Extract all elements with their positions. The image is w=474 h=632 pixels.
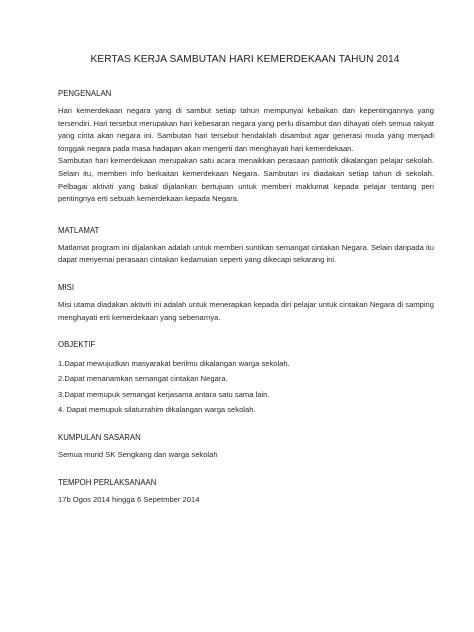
section-heading: PENGENALAN [58, 89, 112, 98]
section-misi [58, 283, 434, 324]
objective-item: 3.Dapat memupuk semangat kerjasama antara satu sama lain. [58, 389, 270, 399]
objective-item: 4. Dapat memupuk silaturrahim dikalangan warga sekolah. [58, 405, 256, 415]
section-heading: MISI [58, 282, 75, 292]
section-heading: KUMPULAN SASARAN [58, 433, 141, 443]
section-objektif [58, 340, 434, 417]
paragraph: Matlamat program ini dijalankan adalah untuk memberi suntikan semangat cintakan Negara. Selain daripada itu dapat menyemai perasaan cintakan kedamaian seperti yang dikecapi sekarang ini. [58, 242, 434, 265]
paragraph: Hari kemerdekaan negara yang di sambut setiap tahun mempunyai kebaikan dan kepentingannya yang tersendiri. Hari tersebut merupakan hari kebesaran negara yang perlu disambut dan dihayati oleh semua rakyat yang cinta akan negara ini. Sambutan hari tersebut hendaklah disambut agar generasi muda yang menjadi tonggak negara pada masa hadapan akan mengerti dan menghayati hari kemerdekaan. [58, 106, 434, 153]
target-group-text: Semua murid SK Sengkang dan warga sekolah [58, 450, 218, 460]
section-kumpulan-sasaran [58, 433, 434, 462]
section-tempoh-perlaksanaan [58, 478, 434, 507]
section-matlamat [58, 226, 434, 267]
section-heading: MATLAMAT [58, 225, 100, 235]
section-heading: TEMPOH PERLAKSANAAN [58, 477, 157, 487]
section-pengenalan [58, 89, 434, 206]
document-title: KERTAS KERJA SAMBUTAN HARI KEMERDEKAAN TAHUN 2014 [90, 54, 400, 65]
objective-item: 1.Dapat mewujudkan masyarakat berilmu dikalangan warga sekolah. [58, 359, 290, 369]
objective-list [58, 356, 434, 417]
section-heading: OBJEKTIF [58, 340, 96, 350]
objective-item: 2.Dapat menanamkan semangat cintakan Negara. [58, 374, 228, 384]
paragraph: Misi utama diadakan aktiviti ini adalah untuk menerapkan kepada diri pelajar untuk cintakan Negara di samping menghayati erti kemerdekaan yang sebenarnya. [58, 299, 434, 322]
paragraph: Sambutan hari kemerdekaan merupakan satu acara menaikkan perasaan patriotik dikalangan pelajar sekolah. Selain itu, memberi info berkaitan kemerdekaan Negara. Sambutan ini diadakan setiap tahun di sekolah. Pelbagai aktiviti yang bakal dijalankan bertujuan untuk memberi maklumat kepada pelajar tentang peri pentingnya erti sebuah kemerdekaan kepada Negara. [58, 156, 434, 204]
duration-text: 17b Ogos 2014 hingga 6 Sepetmber 2014 [58, 494, 200, 504]
